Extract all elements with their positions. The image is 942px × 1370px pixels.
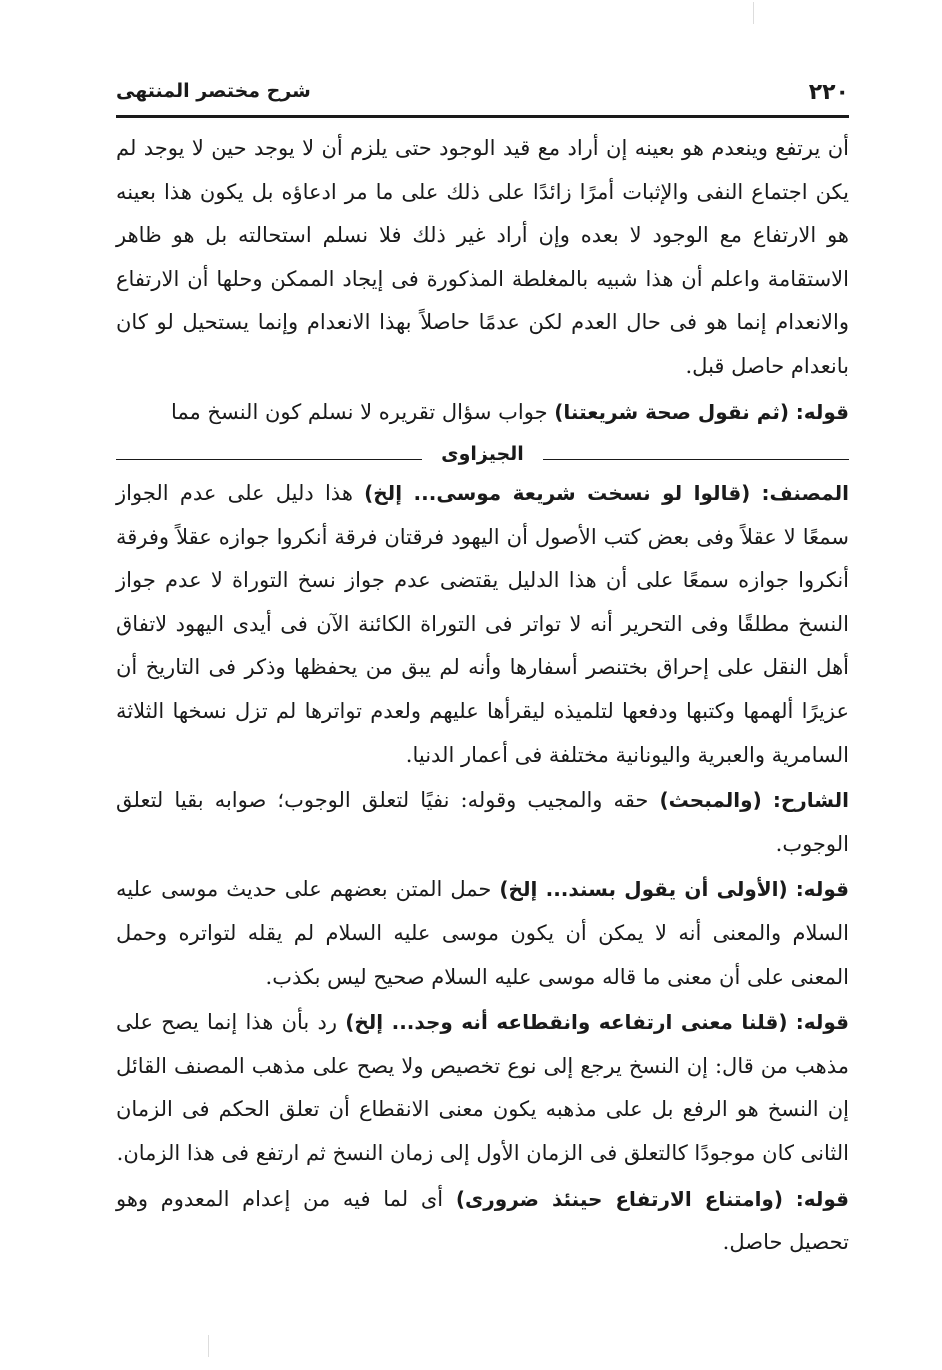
paragraph-lead: المصنف: xyxy=(761,481,849,505)
paragraph xyxy=(116,391,849,435)
quoted-text: (والمبحث) xyxy=(659,788,762,813)
paragraph-lead: قوله: xyxy=(795,1010,849,1035)
running-title: شرح مختصر المنتهى xyxy=(116,80,311,102)
divider-line xyxy=(116,459,422,460)
paragraph xyxy=(116,472,849,777)
quoted-text: (الأولى أن يقول بسند... إلخ) xyxy=(499,877,788,902)
section-divider xyxy=(116,443,849,473)
paragraph-lead: قوله: xyxy=(795,399,849,424)
page-number: ٢٢٠ xyxy=(808,80,849,105)
paragraph-body: حقه والمجيب وقوله: نفيًا لتعلق الوجوب؛ صوابه بقيا لتعلق الوجوب. xyxy=(116,788,849,856)
paragraph: أن يرتفع وينعدم هو بعينه إن أراد مع قيد الوجود حتى يلزم أن لا يوجد حين لا يوجد لم يكن اجتماع النفى والإثبات أمرًا زائدًا على ذلك على ما مر ادعاؤه بل يكون هذا بعينه هو الارتفاع مع الوجود لا بعده وإن أراد غير ذلك فلا نسلم استحالته بل هو ظاهر الاستقامة واعلم أن هذا شبيه بالمغلطة المذكورة فى إيجاد الممكن وحلها أن الارتفاع والانعدام إنما هو فى حال العدم لكن عدمًا حاصلاً بهذا الانعدام وإنما يستحيل لو كان بانعدام حاصل قبل. xyxy=(116,136,849,378)
quoted-text: (قلنا معنى ارتفاعه وانقطاعه أنه وجد... إلخ) xyxy=(345,1010,788,1035)
paragraph-body: حمل المتن بعضهم على حديث موسى عليه السلام والمعنى أنه لا يمكن أن يكون موسى عليه السلام لم يقله لتواتره وحمل المعنى على أن معنى ما قاله موسى عليه السلام صحيح ليس بكذب. xyxy=(116,877,849,989)
quoted-text: (ثم نقول صحة شريعتنا) xyxy=(554,399,790,424)
paragraph xyxy=(116,779,849,866)
quoted-text: (وامتناع الارتفاع حينئذ ضرورى) xyxy=(455,1186,784,1211)
paragraph-body: هذا دليل على عدم الجواز سمعًا لا عقلاً وفى بعض كتب الأصول أن اليهود فرقتان فرقة أنكروا جوازه عقلاً وفرقة أنكروا جوازه سمعًا على أن هذا الدليل يقتضى عدم جواز نسخ التوراة لا عدم جواز النسخ مطلقًا وفى التحرير أنه لا تواتر فى التوراة الكائنة الآن فى أيدى اليهود لاتفاق أهل النقل على إحراق بختنصر أسفارها وأنه لم يبق من يحفظها وذكر فى التاريخ أن عزيرًا ألهمها وكتبها ودفعها لتلميذه ليقرأها عليهم ولعدم تواترها لم تزل نسخها الثلاثة السامرية والعبرية واليونانية مختلفة فى أعمار الدنيا. xyxy=(116,481,849,767)
scan-artifact xyxy=(753,2,754,24)
paragraph-body: أى لما فيه من إعدام المعدوم وهو تحصيل حاصل. xyxy=(116,1186,849,1255)
paragraph-lead: قوله: xyxy=(795,1186,849,1211)
header-rule xyxy=(116,115,849,118)
paragraph-body: رد بأن هذا إنما يصح على مذهب من قال: إن النسخ يرجع إلى نوع تخصيص ولا يصح على مذهب المصنف القائل إن النسخ هو الرفع بل على مذهبه يكون معنى الانقطاع أن تعلق الحكم فى الزمان الثانى كان موجودًا كالتعلق فى الزمان الأول إلى زمان النسخ ثم ارتفع فى هذا الزمان. xyxy=(116,1010,849,1165)
paragraph xyxy=(116,868,849,999)
paragraph-lead: قوله: xyxy=(795,877,849,902)
commentary-main-text xyxy=(116,127,849,436)
scan-artifact xyxy=(208,1335,209,1357)
paragraph xyxy=(116,1001,849,1175)
divider-line xyxy=(543,459,849,460)
divider-label: الجيزاوى xyxy=(441,443,524,465)
gloss-text xyxy=(116,472,849,1267)
paragraph-lead: الشارح: xyxy=(772,788,849,813)
quoted-text: (قالوا لو نسخت شريعة موسى... إلخ) xyxy=(364,481,751,505)
paragraph-body: جواب سؤال تقريره لا نسلم كون النسخ مما xyxy=(170,399,548,424)
paragraph xyxy=(116,1178,849,1265)
page-header xyxy=(116,76,849,116)
